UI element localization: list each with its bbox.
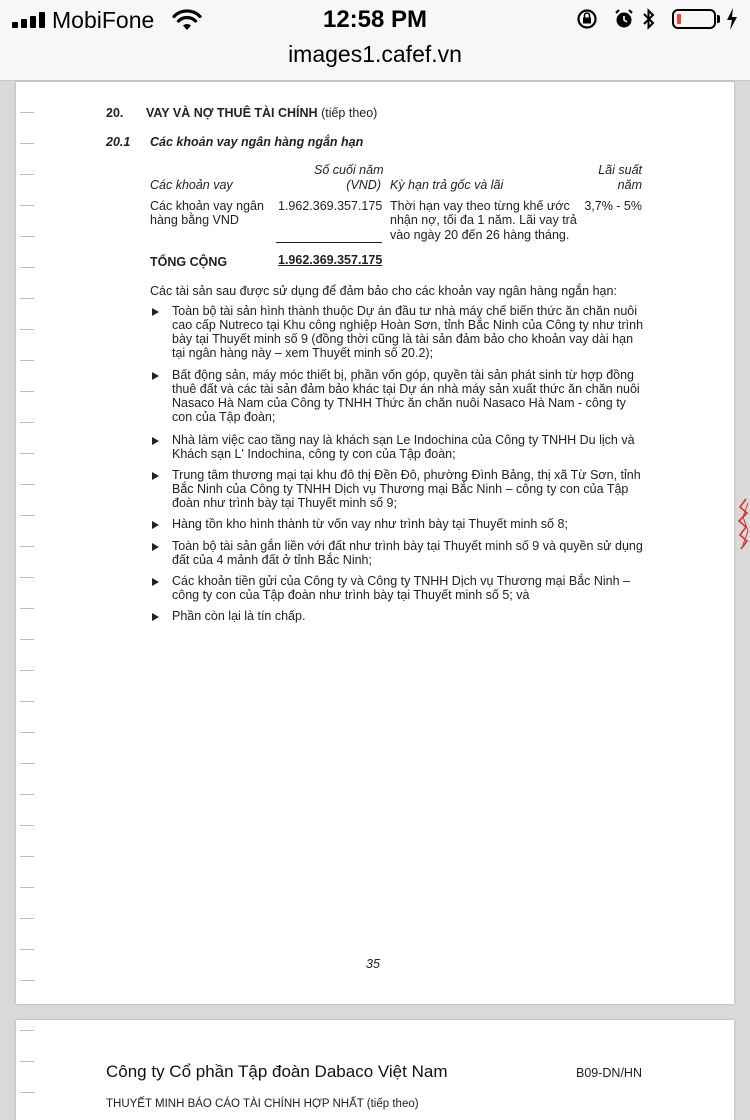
section-suffix: (tiếp theo): [321, 106, 378, 120]
row-name-line2: hàng bằng VND: [150, 213, 239, 227]
header-rate-line2: năm: [617, 178, 642, 192]
bluetooth-icon: [642, 8, 656, 30]
row-term-line2: nhận nợ, tối đa 1 năm. Lãi vay trả: [390, 213, 577, 227]
document-page-next: [16, 1020, 734, 1120]
header-amount-line1: Số cuối năm: [314, 163, 384, 177]
section-number: 20.: [106, 106, 124, 120]
red-stamp-mark: [734, 497, 750, 557]
bullet-marker: [152, 613, 159, 621]
total-amount: 1.962.369.357.175: [278, 253, 383, 267]
collateral-item: Các khoản tiền gửi của Công ty và Công ty TNHH Dịch vụ Thương mại Bắc Ninh – công ty con của Tập đoàn như trình bày tại Thuyết minh số 5; và: [172, 574, 631, 602]
section-title: VAY VÀ NỢ THUÊ TÀI CHÍNH: [146, 106, 318, 120]
section-heading: [146, 106, 377, 120]
document-page-35: [16, 82, 734, 1004]
header-amount-line2: (VND): [346, 178, 381, 192]
rotation-lock-icon: [576, 8, 598, 30]
subsection-title: Các khoản vay ngân hàng ngắn hạn: [150, 135, 364, 149]
bullet-marker: [152, 308, 159, 316]
collateral-item: Trung tâm thương mại tại khu đô thị Đền Đô, phường Đình Bảng, thị xã Từ Sơn, tỉnh Bắc Ninh của Công ty TNHH Dịch vụ Thương mại Bắc Ninh – công ty con của Tập đoàn như trình bày tại Thuyết minh số 9;: [172, 468, 641, 510]
row-rate: 3,7% - 5%: [584, 199, 642, 213]
collateral-item: Phần còn lại là tín chấp.: [172, 609, 306, 623]
row-term-line3: vào ngày 20 đến 26 hàng tháng.: [390, 228, 570, 242]
total-label: TỔNG CỘNG: [150, 255, 228, 269]
bullet-marker: [152, 521, 159, 529]
bullet-marker: [152, 578, 159, 586]
battery-icon: [672, 9, 716, 29]
report-subtitle-text: THUYẾT MINH BÁO CÁO TÀI CHÍNH HỢP NHẤT: [106, 1098, 364, 1110]
report-subtitle: [106, 1098, 419, 1110]
url-text[interactable]: images1.cafef.vn: [288, 41, 462, 67]
header-rate-line1: Lãi suất: [598, 163, 642, 177]
row-term-line1: Thời hạn vay theo từng khế ước: [390, 199, 570, 213]
charging-icon: [726, 8, 738, 30]
collateral-item: Hàng tồn kho hình thành từ vốn vay như trình bày tại Thuyết minh số 8;: [172, 517, 568, 531]
total-rule: [276, 242, 382, 243]
bullet-marker: [152, 437, 159, 445]
page-margin-marks: [20, 1020, 34, 1120]
address-bar[interactable]: [0, 40, 750, 81]
row-amount: 1.962.369.357.175: [278, 199, 383, 213]
form-code: B09-DN/HN: [576, 1066, 642, 1080]
collateral-item: Toàn bộ tài sản gắn liền với đất như trình bày tại Thuyết minh số 9 và quyền sử dụng đất của 4 mảnh đất ở tỉnh Bắc Ninh;: [172, 539, 643, 567]
collateral-item: Toàn bộ tài sản hình thành thuộc Dự án đầu tư nhà máy chế biến thức ăn chăn nuôi cao cấp Nutreco tại Khu công nghiệp Hoàn Sơn, tỉnh Bắc Ninh của Công ty như trình bày tại Thuyết minh số 9 (đồng thời cũng là tài sản đảm bảo cho khoản vay dài hạn tại ngân hàng này – xem Thuyết minh số 20.2);: [172, 304, 644, 360]
subsection-number: 20.1: [106, 135, 131, 149]
collateral-intro: Các tài sản sau được sử dụng để đảm bảo cho các khoản vay ngân hàng ngắn hạn:: [150, 284, 617, 298]
collateral-item: Bất động sản, máy móc thiết bị, phần vốn góp, quyền tài sản phát sinh từ hợp đồng thuê đất và các tài sản đảm bảo khác tại Dự án nhà máy sản xuất thức ăn chăn nuôi Nasaco Hà Nam của Công ty TNHH Thức ăn chăn nuôi Nasaco Hà Nam - công ty con của Tập đoàn;: [172, 368, 640, 424]
collateral-item: Nhà làm việc cao tầng nay là khách sạn Le Indochina của Công ty TNHH Du lịch và Khách sạn L' Indochina, công ty con của Tập đoàn;: [172, 433, 635, 461]
bullet-marker: [152, 372, 159, 380]
status-bar: [0, 0, 750, 40]
header-loans: Các khoản vay: [150, 178, 233, 192]
bullet-marker: [152, 472, 159, 480]
carrier-name: MobiFone: [52, 7, 155, 33]
row-name-line1: Các khoản vay ngân: [150, 199, 264, 213]
bullet-marker: [152, 543, 159, 551]
clock: 12:58 PM: [322, 6, 428, 33]
company-name: Công ty Cổ phần Tập đoàn Dabaco Việt Nam: [106, 1062, 448, 1081]
header-term: Kỳ hạn trả gốc và lãi: [390, 178, 504, 192]
page-margin-marks: [20, 82, 34, 1004]
alarm-icon: [613, 8, 635, 30]
report-subtitle-suffix: (tiếp theo): [366, 1098, 419, 1110]
page-number: 35: [366, 957, 380, 971]
